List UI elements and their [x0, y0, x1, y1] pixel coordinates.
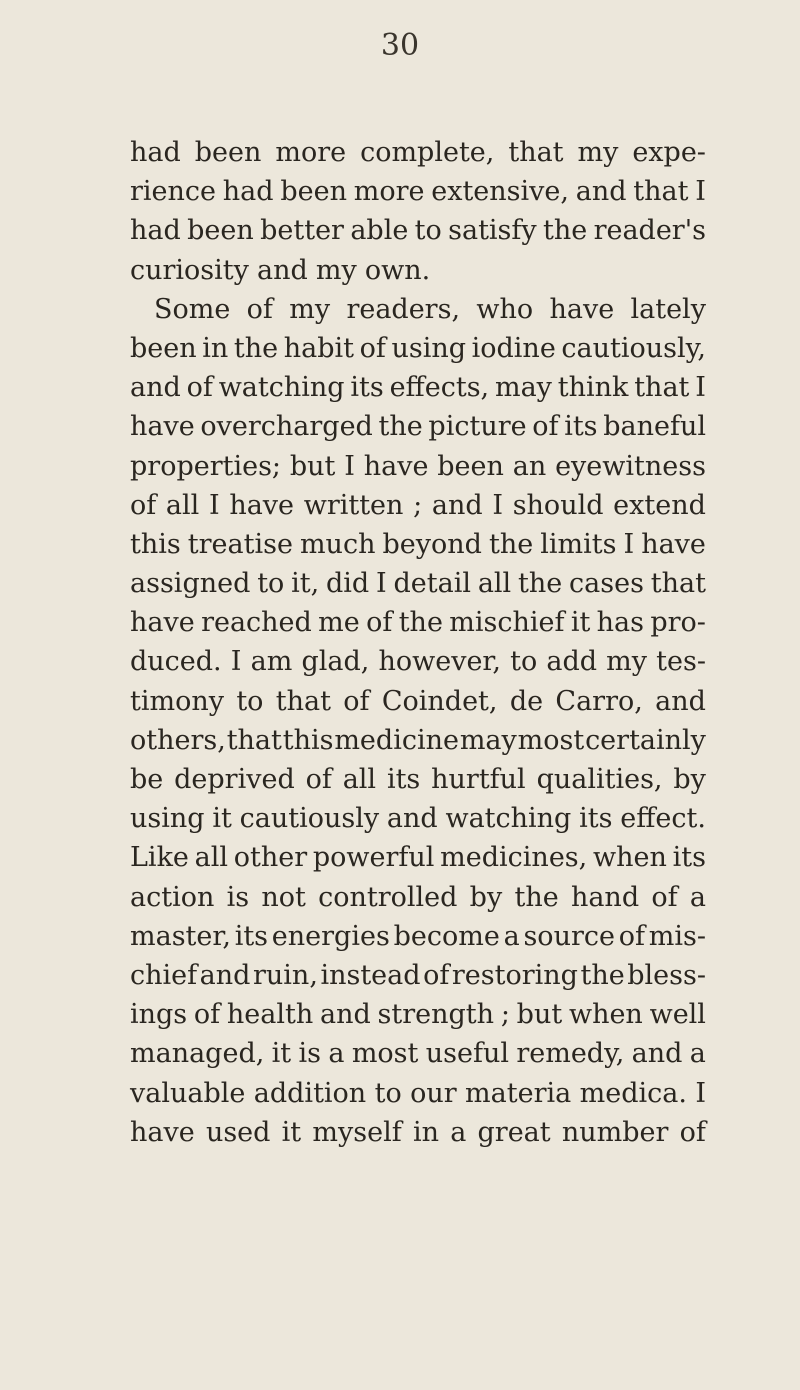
word: of: [246, 293, 273, 325]
word: that: [633, 176, 689, 208]
word: glad,: [301, 646, 370, 678]
text-line: [130, 290, 706, 329]
word: the: [398, 607, 443, 639]
word: of: [618, 920, 645, 952]
word: have: [130, 607, 195, 639]
text-line: [130, 603, 706, 642]
word: been: [280, 176, 347, 208]
word: by: [673, 764, 706, 795]
word: and: [257, 254, 308, 286]
word: the: [580, 959, 625, 991]
text-line: [130, 329, 706, 368]
word: to: [414, 215, 442, 247]
text-line: [130, 564, 706, 603]
word: did: [326, 568, 370, 600]
word: ;: [413, 489, 423, 521]
text-line: [130, 721, 706, 760]
word: mis-: [648, 920, 706, 952]
word: own.: [364, 254, 431, 286]
word: a: [689, 1038, 706, 1070]
word: all: [194, 842, 229, 874]
word: master,: [130, 920, 231, 952]
word: I: [230, 646, 242, 678]
word: hand: [570, 881, 640, 913]
page-number: 30: [380, 28, 420, 63]
text-line: [130, 878, 706, 917]
word: to: [374, 1077, 402, 1109]
word: instead: [320, 959, 421, 991]
text-line: [130, 1074, 706, 1113]
word: and: [575, 176, 627, 208]
word: useful: [425, 1038, 509, 1070]
text-line: [130, 251, 706, 290]
text-line: [130, 407, 706, 446]
word: mischief: [449, 607, 565, 639]
word: watching: [218, 372, 345, 404]
word: it: [570, 607, 591, 639]
word: that: [634, 372, 690, 404]
word: I: [208, 489, 220, 521]
word: managed,: [130, 1038, 265, 1070]
body-text: [130, 133, 706, 1152]
word: ings: [130, 999, 188, 1031]
word: to: [236, 685, 264, 717]
text-line: [130, 799, 706, 838]
word: been: [437, 450, 504, 482]
word: when: [568, 999, 643, 1031]
word: its: [579, 803, 613, 835]
word: think: [557, 372, 629, 404]
word: is: [298, 1038, 322, 1070]
word: reader's: [593, 215, 706, 247]
word: medicines,: [440, 842, 588, 874]
word: energies: [271, 920, 390, 952]
word: satisfy: [448, 215, 537, 247]
word: great: [477, 1116, 551, 1148]
word: that: [508, 137, 564, 168]
word: that: [650, 568, 706, 600]
word: have: [229, 489, 295, 521]
word: but: [516, 999, 563, 1031]
word: had: [130, 215, 181, 247]
word: extend: [613, 489, 706, 521]
word: and: [320, 999, 371, 1031]
word: powerful: [312, 842, 435, 874]
word: valuable: [130, 1077, 246, 1109]
word: I: [695, 176, 706, 208]
text-line: [130, 133, 706, 172]
word: properties;: [130, 450, 282, 482]
word: beyond: [382, 528, 482, 560]
word: deprived: [174, 764, 295, 795]
word: Like: [130, 842, 189, 874]
word: limits: [540, 528, 617, 560]
word: a: [450, 1116, 467, 1148]
word: its: [234, 920, 269, 952]
word: the: [488, 528, 534, 560]
word: a: [689, 881, 706, 913]
word: treatise: [187, 528, 293, 560]
word: an: [512, 450, 547, 482]
word: of: [423, 959, 450, 991]
word: it,: [291, 568, 320, 600]
word: addition: [253, 1077, 367, 1109]
word: of: [343, 685, 370, 717]
word: my: [315, 254, 357, 286]
word: has: [596, 607, 645, 639]
word: I: [344, 450, 355, 482]
word: all: [477, 568, 512, 600]
word: however,: [378, 646, 501, 678]
word: most: [351, 1038, 419, 1070]
word: more: [353, 176, 425, 208]
word: of: [366, 607, 393, 639]
word: have: [549, 293, 615, 325]
word: and: [655, 685, 706, 717]
word: that: [275, 685, 331, 717]
word: the: [514, 881, 559, 913]
word: hurtful: [431, 764, 526, 795]
word: been: [130, 332, 197, 364]
word: and: [631, 1038, 683, 1070]
word: ruin,: [253, 959, 318, 991]
word: in: [412, 1116, 439, 1148]
word: overcharged: [200, 411, 373, 443]
word: strength: [377, 999, 495, 1031]
text-line: [130, 642, 706, 681]
word: my: [606, 646, 648, 678]
word: me: [318, 607, 360, 639]
word: qualities,: [536, 764, 663, 795]
word: effects,: [389, 372, 490, 404]
word: who: [476, 293, 534, 325]
word: of: [305, 764, 332, 795]
word: in: [202, 332, 229, 364]
text-line: [130, 486, 706, 525]
word: this: [130, 528, 181, 560]
word: restoring: [451, 959, 578, 991]
text-line: [130, 172, 706, 211]
word: add: [546, 646, 598, 678]
word: of: [679, 1116, 706, 1148]
word: reached: [201, 607, 312, 639]
text-line: [130, 917, 706, 956]
word: materia: [465, 1077, 572, 1109]
text-line: [130, 760, 706, 799]
word: may: [494, 372, 552, 404]
word: chief: [130, 959, 198, 991]
word: using: [391, 332, 467, 364]
word: ;: [500, 999, 510, 1031]
word: certainly: [585, 724, 706, 756]
word: when: [592, 842, 667, 874]
word: other: [233, 842, 308, 874]
word: I: [623, 528, 635, 560]
word: readers,: [346, 293, 461, 325]
word: Carro,: [555, 685, 643, 717]
word: be: [130, 764, 164, 795]
word: I: [695, 372, 706, 404]
word: my: [289, 293, 331, 325]
text-line: [130, 211, 706, 250]
word: had: [222, 176, 274, 208]
word: rience: [130, 176, 217, 208]
word: source: [523, 920, 615, 952]
word: bless-: [627, 959, 706, 991]
word: of: [130, 489, 157, 521]
text-line: [130, 368, 706, 407]
word: detail: [393, 568, 471, 600]
word: baneful: [603, 411, 706, 443]
text-line: [130, 1113, 706, 1152]
word: have: [363, 450, 429, 482]
word: eyewitness: [555, 450, 706, 482]
word: written: [303, 489, 404, 521]
word: cases: [569, 568, 644, 600]
word: of: [359, 332, 386, 364]
word: controlled: [318, 881, 458, 913]
word: medicine: [334, 724, 459, 756]
word: myself: [312, 1116, 402, 1148]
word: its: [564, 411, 598, 443]
word: to: [257, 568, 285, 600]
word: its: [350, 372, 384, 404]
word: used: [205, 1116, 271, 1148]
word: able: [350, 215, 409, 247]
word: using: [130, 803, 205, 835]
text-line: [130, 956, 706, 995]
word: all: [165, 489, 200, 521]
word: I: [695, 1077, 706, 1109]
word: that: [226, 724, 282, 756]
word: extensive,: [431, 176, 569, 208]
word: assigned: [130, 568, 251, 600]
word: effect.: [620, 803, 706, 835]
word: it: [281, 1116, 302, 1148]
word: become: [393, 920, 500, 952]
word: may: [459, 724, 517, 756]
word: Some: [154, 293, 231, 325]
word: the: [378, 411, 423, 443]
word: remedy,: [516, 1038, 625, 1070]
text-line: [130, 682, 706, 721]
word: iodine: [471, 332, 556, 364]
word: pro-: [650, 607, 706, 639]
word: and: [199, 959, 251, 991]
word: tes-: [656, 646, 706, 678]
word: our: [410, 1077, 457, 1109]
word: been: [194, 137, 262, 168]
word: lately: [630, 293, 706, 325]
text-line: [130, 1034, 706, 1073]
word: have: [130, 411, 195, 443]
word: a: [503, 920, 520, 952]
text-line: [130, 447, 706, 486]
word: should: [512, 489, 604, 521]
word: my: [577, 137, 619, 168]
word: and: [386, 803, 438, 835]
text-line: [130, 838, 706, 877]
word: habit: [283, 332, 354, 364]
word: picture: [428, 411, 527, 443]
word: Coindet,: [381, 685, 498, 717]
word: watching: [445, 803, 572, 835]
word: have: [641, 528, 706, 560]
word: a: [328, 1038, 345, 1070]
word: is: [226, 881, 250, 913]
word: but: [289, 450, 336, 482]
word: duced.: [130, 646, 222, 678]
word: of: [186, 372, 213, 404]
word: its: [386, 764, 421, 795]
word: well: [649, 999, 706, 1031]
word: expe-: [632, 137, 706, 168]
word: more: [275, 137, 347, 168]
word: have: [130, 1116, 195, 1148]
word: I: [492, 489, 504, 521]
word: timony: [130, 685, 224, 717]
word: all: [342, 764, 377, 795]
word: the: [543, 215, 588, 247]
word: the: [233, 332, 279, 364]
word: health: [226, 999, 314, 1031]
word: been: [187, 215, 254, 247]
word: and: [431, 489, 483, 521]
text-line: [130, 995, 706, 1034]
word: by: [469, 881, 503, 913]
word: it: [212, 803, 232, 835]
word: this: [282, 724, 334, 756]
word: better: [260, 215, 344, 247]
word: others,: [130, 724, 226, 756]
word: of: [651, 881, 678, 913]
word: action: [130, 881, 215, 913]
word: am: [250, 646, 293, 678]
word: cautiously: [239, 803, 380, 835]
word: much: [299, 528, 376, 560]
word: of: [193, 999, 221, 1031]
word: it: [271, 1038, 292, 1070]
word: curiosity: [130, 254, 249, 286]
word: to: [510, 646, 538, 678]
word: most: [517, 724, 585, 756]
word: the: [518, 568, 563, 600]
word: had: [130, 137, 181, 168]
word: I: [376, 568, 387, 600]
word: number: [561, 1116, 669, 1148]
word: de: [509, 685, 544, 717]
word: and: [130, 372, 181, 404]
word: its: [672, 842, 706, 874]
word: of: [532, 411, 559, 443]
word: cautiously,: [561, 332, 706, 364]
word: not: [261, 881, 306, 913]
word: medica.: [579, 1077, 687, 1109]
text-line: [130, 525, 706, 564]
word: complete,: [360, 137, 495, 168]
